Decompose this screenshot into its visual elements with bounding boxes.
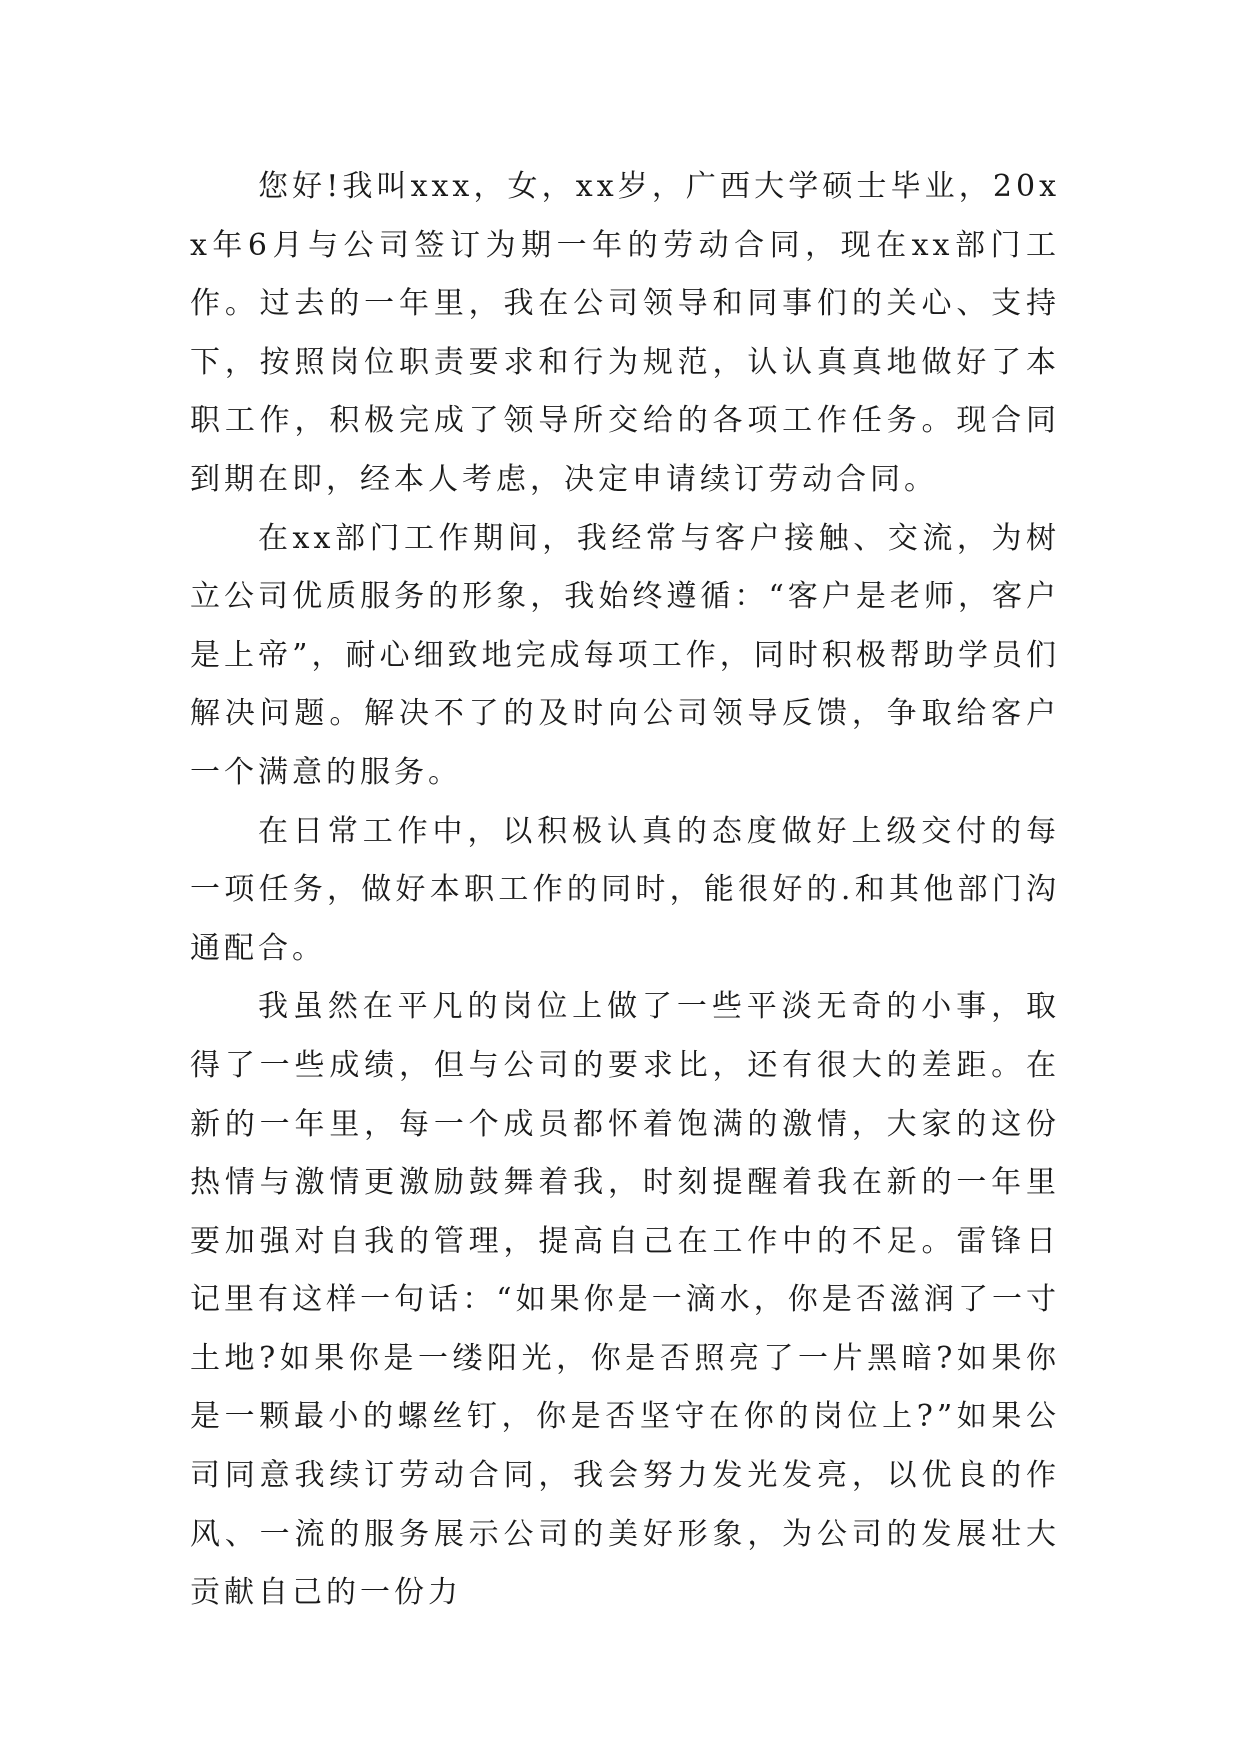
paragraph-1: 您好!我叫xxx，女，xx岁，广西大学硕士毕业，20xx年6月与公司签订为期一年的劳动合同，现在xx部门工作。过去的一年里，我在公司领导和同事们的关心、支持下，按照岗位职责要求和行为规范，认认真真地做好了本职工作，积极完成了领导所交给的各项工作任务。现合同到期在即，经本人考虑，决定申请续订劳动合同。 (190, 169, 1060, 497)
paragraph-4: 我虽然在平凡的岗位上做了一些平淡无奇的小事，取得了一些成绩，但与公司的要求比，还有很大的差距。在新的一年里，每一个成员都怀着饱满的激情，大家的这份热情与激情更激励鼓舞着我，时刻提醒着我在新的一年里要加强对自我的管理，提高自己在工作中的不足。雷锋日记里有这样一句话：“如果你是一滴水，你是否滋润了一寸土地?如果你是一缕阳光，你是否照亮了一片黑暗?如果你是一颗最小的螺丝钉，你是否坚守在你的岗位上?”如果公司同意我续订劳动合同，我会努力发光发亮，以优良的作风、一流的服务展示公司的美好形象，为公司的发展壮大贡献自己的一份力 (190, 989, 1060, 1611)
paragraph-3: 在日常工作中，以积极认真的态度做好上级交付的每一项任务，做好本职工作的同时，能很好的.和其他部门沟通配合。 (190, 813, 1060, 966)
paragraph-2: 在xx部门工作期间，我经常与客户接触、交流，为树立公司优质服务的形象，我始终遵循：“客户是老师，客户是上帝”，耐心细致地完成每项工作，同时积极帮助学员们解决问题。解决不了的及时向公司领导反馈，争取给客户一个满意的服务。 (190, 520, 1060, 790)
document-body (190, 158, 1060, 1623)
